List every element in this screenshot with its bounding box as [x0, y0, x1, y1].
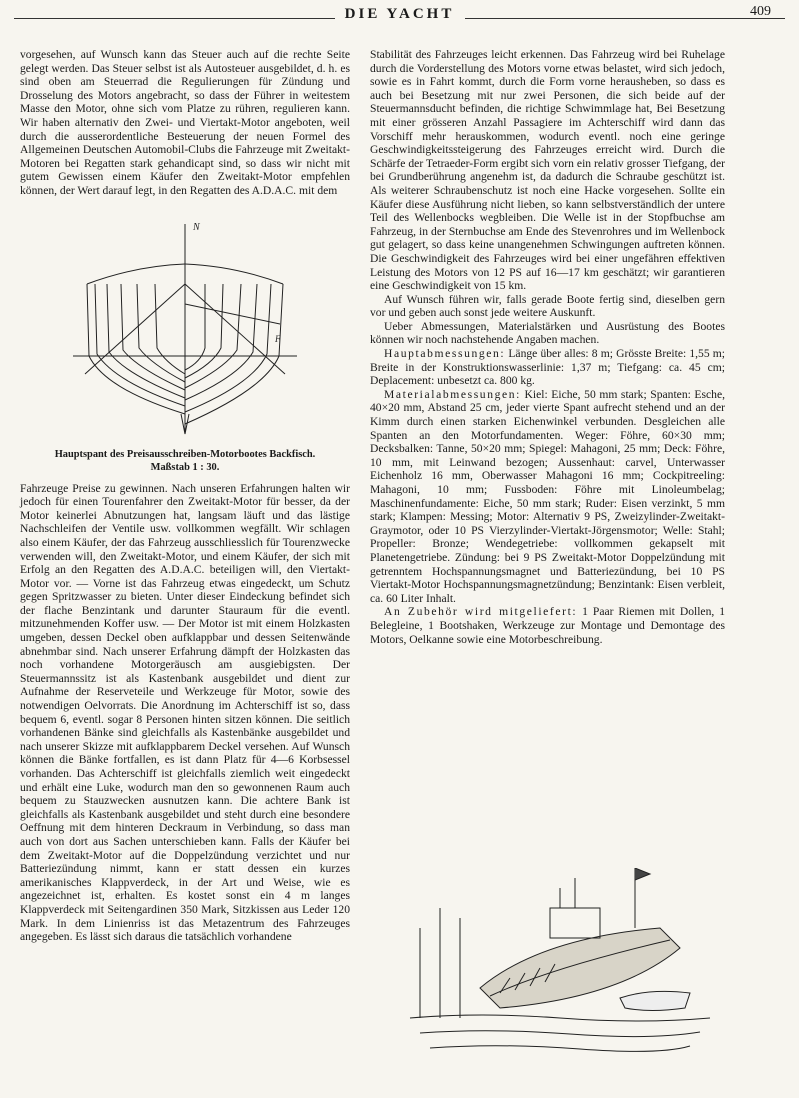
figure-caption-line-1: Hauptspant des Preisausschreiben-Motorbootes Backfisch. — [54, 448, 316, 460]
page-header — [0, 0, 799, 26]
hull-section-figure — [20, 214, 350, 474]
right-paragraph-2: Auf Wunsch führen wir, falls gerade Boote fertig sind, dieselben gern vor und geben auch sonst jede weitere Auskunft. — [370, 292, 725, 320]
right-paragraph-1: Stabilität des Fahrzeuges leicht erkennen. Das Fahrzeug wird bei Ruhelage durch die Vorderstellung des Motors vorne etwas belastet, wird sich jedoch, sowie es in Fahrt kommt, durch die Form vorne herausheben, so dass es auch bei Besetzung mit nur zwei Personen, die sich beide auf der Steuermannsducht befinden, die richtige Schwimmlage hat, Bei Besetzung mit einer grösseren Anzahl Passagiere im Achterschiff wird dann das Vorschiff mehr herauskommen, wodurch eventl. noch eine geringe Geschwindigkeitssteigerung des Fahrzeuges erreicht wird. Durch die Schärfe der Tetraeder-Form ergibt sich vorn ein relativ grosser Tiefgang, der bei Grundberührung angenehm ist, da dadurch die Schraube geschützt ist. Als weiterer Schraubenschutz ist noch eine Hacke vorgesehen. Sollte ein Käufer diese Ausführung nicht lieben, so kann selbstverständlich der untere Teil des Wellenbocks wegbleiben. Die Welle ist in der Stopfbuchse am Fahrzeug, in der Sternbuchse am Ende des Stevenrohres und im Wellenbock gut gelagert, so dass keine unangenehmen Schwingungen auftreten können. Die Geschwindigkeit des Fahrzeuges wird bei einer ungefähren effektiven Leistung des Motors von 12 PS auf 16—17 km geschätzt; wir garantieren eine Geschwindigkeit von 15 km. — [370, 48, 725, 293]
dimensions-heading: Hauptabmessungen: — [384, 347, 506, 361]
right-paragraph-4 — [370, 347, 725, 388]
page-number: 409 — [750, 4, 771, 19]
hull-section-drawing — [65, 214, 305, 444]
figure-label-f: F — [275, 333, 281, 344]
right-paragraph-3: Ueber Abmessungen, Materialstärken und Ausrüstung des Bootes können wir noch nachstehende Angaben machen. — [370, 319, 725, 347]
right-column — [370, 48, 725, 646]
accessories-heading: An Zubehör wird mitgeliefert: — [384, 605, 578, 619]
left-paragraph-1: vorgesehen, auf Wunsch kann das Steuer auch auf die rechte Seite gelegt werden. Das Steuer selbst ist als Autosteuer ausgebildet, d. h. es sind oben am Steuerrad die Regulierungen für Zündung und Drosselung des Motors angebracht, so dass der Führer in weitestem Masse den Motor, ohne sich vom Platze zu rühren, regulieren kann. Wir haben alternativ den Zwei- und Viertakt-Motor angeboten, weil durch die ausserordentliche Besteuerung der neuen Formel des Allgemeinen Deutschen Automobil-Clubs die Fahrzeuge mit Zweitakt-Motoren bei Regatten stark gehandicapt sind, so dass wir nicht mit gutem Gewissen einem Käufer den Zweitakt-Motor empfehlen können, der Wert darauf legt, in den Regatten des A.D.A.C. mit dem — [20, 48, 350, 197]
accessories-text: 1 Paar Riemen mit Dollen, 1 Belegleine, 1 Bootshaken, Werkzeuge zur Montage und Demontage des Motors, Oelkanne sowie eine Motorbeschreibung. — [370, 605, 726, 646]
dimensions-text: Länge über alles: 8 m; Grösste Breite: 1,55 m; Breite in der Konstruktionswasserlinie: 1,37 m; Tiefgang: ca. 45 cm; Deplacement: unbesetzt ca. 800 kg. — [370, 347, 725, 388]
boat-illustration — [400, 868, 720, 1068]
materials-heading: Materialabmessungen: — [384, 387, 521, 401]
left-column — [20, 48, 350, 944]
left-paragraph-2: Fahrzeuge Preise zu gewinnen. Nach unseren Erfahrungen halten wir jedoch für einen Tourenfahrer den Zweitakt-Motor für besser, da der Motor keinerlei Abnutzungen hat, langsam läuft und das lästige Nachschleifen der Ventile usw. vollkommen wegfällt. Wir schlagen also einem Käufer, der das Fahrzeug ausschliesslich für Tourenzwecke verwenden will, den Zweitakt-Motor, und einem Käufer, der sich mit Erfolg an den Regatten des A.D.A.C. beteiligen will, den Viertakt-Motor vor. — Vorne ist das Fahrzeug etwas eingedeckt, um Schutz gegen Spritzwasser zu bieten. Unter dieser Eindeckung befindet sich der flache Benzintank und darunter Stauraum für die eventl. mitzunehmenden Koffer usw. — Der Motor ist mit einem Holzkasten umgeben, dessen Deckel oben aufklappbar und dessen Seitenwände abnehmbar sind. Nach unserer Erfahrung dämpft der Holzkasten das noch vorhandene Motorgeräusch am ausgiebigsten. Der Steuermannssitz ist als Kastenbank ausgebildet und dient zur Aufnahme der Reserveteile und Werkzeuge für Motor, sowie des notwendigen Oelvorrats. Die Anordnung im Achterschiff ist so, dass bequem 6, eventl. sogar 8 Personen hinten sitzen können. Die seitlich vorhandenen Bänke sind gleichfalls als Kastenbänke ausgebildet und nach unserer Skizze mit aufklappbarem Deckel versehen. Auf Wunsch können die Bänke fortfallen, es ist dann Platz für 4—6 Korbsessel vorhanden. Das Achterschiff ist gleichfalls ziemlich weit eingedeckt und erhält eine Luke, wodurch man den so gewonnenen Raum auch bequem zu Stauzwecken ausnutzen kann. Die achtere Bank ist gleichfalls als Kastenbank ausgebildet und steht durch eine besondere Oeffnung mit dem hinteren Deckraum in Verbindung, so dass man auch von dort aus Sachen unterschieben kann. Falls der Käufer bei dem Zweitakt-Motor auf die Doppelzündung verzichtet und nur Batteriezündung nimmt, kann er statt dessen ein kurzes amerikanisches Klappverdeck, in der Art und Weise, wie es angezeichnet ist, erhalten. Es kostet sonst ein 4 m langes Klappverdeck mit Seitengardinen 350 Mark, Sitzkissen aus Leder 120 Mark. In dem Linienriss ist das Metazentrum des Fahrzeuges angegeben. Es lässt sich daraus die tatsächlich vorhandene — [20, 481, 350, 944]
right-paragraph-5 — [370, 388, 725, 606]
figure-caption — [20, 448, 350, 474]
materials-text: Kiel: Eiche, 50 mm stark; Spanten: Esche, 40×20 mm, Abstand 25 cm, jeder vierte Spant aufrecht stehend und an der Kimm durch einen starken Eichenwinkel verbunden. Desgleichen alle Spanten an den Motorfundamenten. Weger: Föhre, 60×30 mm; Decksbalken: Tanne, 50×20 mm; Spiegel: Mahagoni, 25 mm; Deck: Föhre, 10 mm, mit Leinwand bezogen; Aussenhaut: carvel, Unterwasser Eichenholz 16 mm, Oberwasser Mahagoni 16 mm; Cockpitreeling: Mahagoni, 10 mm; Fussboden: Föhre mit Linoleumbelag; Maschinenfundamente: Eiche, 50 mm stark; Ruder: Eisen verzinkt, 5 mm stark; Klampen: Messing; Motor: Alternativ 9 PS, Zweizylinder-Zweitakt-Graymotor, oder 10 PS Vierzylinder-Viertakt-Jörgensmotor; Welle: Stahl; Propeller: Bronze; Wendegetriebe: vollkommen gekapselt mit Planetengetriebe. Zündung: bei 9 PS Zweitakt-Motor Doppelzündung mit getrenntem Hochspannungsmagnet und Batteriezündung, bei 10 PS Viertakt-Motor Hochspannungsmagnetzündung; Benzintank: Eisen verbleit, ca. 60 Liter Inhalt. — [370, 387, 725, 605]
figure-label-n: N — [193, 221, 200, 233]
right-paragraph-6 — [370, 605, 725, 646]
figure-caption-line-2: Maßstab 1 : 30. — [150, 461, 220, 473]
running-title: DIE YACHT — [335, 6, 465, 23]
